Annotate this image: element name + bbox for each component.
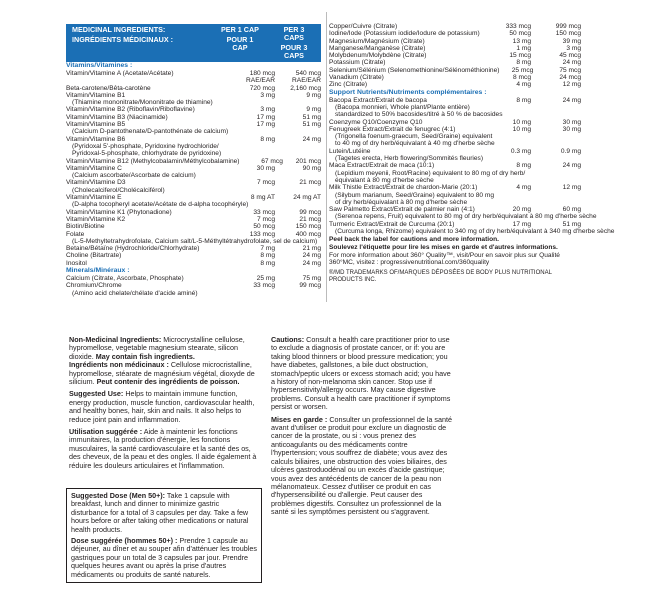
ingredient-name: Inositol xyxy=(66,259,87,267)
ingredient-subline: (Pyridoxal 5'-phosphate, Pyridoxine hydrochloride/ xyxy=(72,142,219,150)
peel-note-fr: Soulevez l'étiquette pour lire les mises en garde et d'autres informations. xyxy=(329,243,558,251)
suggested-dose-en xyxy=(71,492,257,534)
ingredient-name: Beta-carotene/Bêta-carotène xyxy=(66,84,151,92)
per-3-caps-value: 30 mg xyxy=(562,125,581,133)
per-3-caps-value: 201 mcg xyxy=(295,157,321,165)
per-1-cap-value: 8 mg xyxy=(260,135,275,143)
ingredient-name: Vitamin/Vitamine C xyxy=(66,164,122,172)
ingredient-name: Selenium/Sélénium (Selenomethionine/Sélénométhionine) xyxy=(329,66,500,74)
per-3-caps-value: 3 mg xyxy=(566,44,581,52)
ingredient-subline: (L-5-Methyltetrahydrofolate, Calcium salt/L-5-Méthyltétrahydrofolate, sel de calcium) xyxy=(72,237,318,245)
caution-label-fr: Mises en garde : xyxy=(271,414,328,424)
ingredient-subline: to 40 mg of dry herb/équivalant à 40 mg d'herbe sèche xyxy=(335,140,495,148)
per-1-cap-value: 0.3 mg xyxy=(510,147,531,155)
ingredient-row xyxy=(329,119,581,126)
ingredient-row xyxy=(66,85,321,92)
per-3-caps-value: 51 mg xyxy=(562,220,581,228)
per-3-caps-value: 24 mg AT xyxy=(293,194,321,202)
non-med-label-fr: Ingrédients non médicinaux : xyxy=(69,360,169,370)
ingredient-name: Copper/Cuivre (Citrate) xyxy=(329,23,398,30)
per-1-cap-value: 25 mg xyxy=(256,275,275,283)
ingredient-name: Milk Thistle Extract/Extrait de chardon-Marie (20:1) xyxy=(329,184,478,192)
per-1-cap-value: 7 mcg xyxy=(257,179,275,187)
ingredient-row xyxy=(329,206,581,213)
support-list xyxy=(329,96,615,236)
ingredient-row xyxy=(66,165,321,172)
per-1-cap-value: 50 mcg xyxy=(509,30,531,38)
ingredient-name xyxy=(66,77,221,84)
ingredient-row xyxy=(66,92,321,99)
ingredient-row xyxy=(329,81,581,88)
ingredient-row xyxy=(329,52,581,59)
per-3-caps-value: 24 mcg xyxy=(559,74,581,82)
ingredient-subline: standardized to 50% bacosides/titré à 50 % de bacosides xyxy=(335,111,503,119)
ingredient-subline: (Cholecalciferol/Cholécalciférol) xyxy=(72,186,165,194)
per-3-caps-value: 24 mg xyxy=(302,252,321,260)
per-1-cap-value: 10 mg xyxy=(512,125,531,133)
ingredient-name: Choline (Bitartrate) xyxy=(66,252,122,260)
ingredient-name: Betaine/Bétaïne (Hydrochloride/Chlorhydrate) xyxy=(66,245,200,253)
per-3-caps-value: 51 mg xyxy=(302,113,321,121)
per-1-cap-value: 720 mcg xyxy=(249,84,275,92)
ingredient-name: Maca Extract/Extrait de maca (10:1) xyxy=(329,162,435,170)
ingredient-subline: (Lepidium meyenii, Root/Racine) equivalent to 80 mg of dry herb/ xyxy=(335,169,526,177)
ingredient-row xyxy=(329,74,581,81)
ingredient-name: Iodine/Iode (Potassium iodide/Iodure de potassium) xyxy=(329,30,480,38)
per-1-cap-value: 180 mcg xyxy=(249,70,275,77)
per-3-caps-value: 24 mg xyxy=(562,162,581,170)
per-3-caps-value: 24 mg xyxy=(562,96,581,104)
ingredient-row xyxy=(66,282,321,289)
ingredient-row xyxy=(329,162,581,169)
ingredient-name: Potassium (Citrate) xyxy=(329,59,386,67)
ingredient-name: Vitamin/Vitamine K2 xyxy=(66,215,126,223)
ingredient-name: Vitamin/Vitamine B5 xyxy=(66,121,126,129)
per-1-cap-value: 4 mg xyxy=(516,81,531,89)
ingredient-subline: (Bacopa monnieri, Whole plant/Plante entière) xyxy=(335,103,470,111)
ingredient-subline: (Amino acid chelate/chélate d'acide aminé) xyxy=(72,289,198,297)
header-col3: PER 3 CAPS xyxy=(283,25,305,42)
ingredient-subline: (D-alpha tocopheryl acetate/Acétate de d-alpha tocophéryle) xyxy=(72,201,249,209)
per-3-caps-value: 24 mg xyxy=(302,135,321,143)
ingredient-subline: équivalant à 80 mg d'herbe sèche xyxy=(335,176,434,184)
ingredient-row xyxy=(66,158,321,165)
ingredient-row xyxy=(329,59,581,66)
peel-note: Peel back the label for cautions and more information. xyxy=(329,236,500,244)
per-1-cap-value: 33 mcg xyxy=(253,282,275,290)
ingredient-row xyxy=(66,106,321,113)
per-3-caps-value: 45 mcg xyxy=(559,52,581,60)
ingredient-subline: (Silybum marianum, Seed/Graine) equivalent to 80 mg xyxy=(335,191,495,199)
per-3-caps-value: 21 mcg xyxy=(299,215,321,223)
header-col2: PER 1 CAP xyxy=(221,25,259,34)
ingredient-name: Magnesium/Magnésium (Citrate) xyxy=(329,37,425,45)
header-col3-fr: POUR 3 CAPS xyxy=(280,43,308,60)
per-1-cap-value: 3 mg xyxy=(260,91,275,99)
per-1-cap-value: 7 mcg xyxy=(257,215,275,223)
ingredient-name: Molybdenum/Molybdène (Citrate) xyxy=(329,52,427,60)
ingredient-name: Vitamin/Vitamine B12 (Methylcobalamin/Méthylcobalamine) xyxy=(66,157,240,165)
per-3-caps-value: 24 mg xyxy=(302,259,321,267)
ingredient-row xyxy=(66,245,321,252)
ingredient-row xyxy=(329,67,581,74)
per-1-cap-value: 15 mcg xyxy=(509,52,531,60)
per-3-caps-value: 75 mg xyxy=(302,275,321,283)
ingredient-row xyxy=(329,221,581,228)
ingredient-row xyxy=(66,231,321,238)
caution-label: Cautions: xyxy=(271,335,305,344)
ingredient-row xyxy=(329,30,581,37)
ingredient-row xyxy=(66,209,321,216)
ingredient-row xyxy=(329,23,581,30)
ingredient-subline: (Calcium ascorbate/Ascorbate de calcium) xyxy=(72,172,196,180)
minerals-list-continued xyxy=(329,23,581,89)
ingredient-row xyxy=(329,184,581,191)
per-3-caps-value: 12 mg xyxy=(562,184,581,192)
ingredient-row xyxy=(66,252,321,259)
per-1-cap-value: 8 mg xyxy=(260,259,275,267)
ingredient-row xyxy=(329,148,581,155)
ingredient-name: Vitamin/Vitamine B1 xyxy=(66,91,126,99)
ingredient-name: Vitamin/Vitamine B3 (Niacinamide) xyxy=(66,113,168,121)
per-3-caps-value: RAE/EAR xyxy=(292,77,321,85)
per-3-caps-value: 9 mg xyxy=(306,91,321,99)
per-1-cap-value: 4 mg xyxy=(516,184,531,192)
ingredient-name: Manganese/Manganèse (Citrate) xyxy=(329,44,426,52)
ingredient-row xyxy=(329,126,581,133)
ingredient-row xyxy=(66,194,321,201)
ingredient-subline: (Tagetes erecta, Herb flowering/Sommités fleuries) xyxy=(335,155,484,163)
per-1-cap-value: 1 mg xyxy=(516,44,531,52)
dose-label: Suggested Dose (Men 50+): xyxy=(71,491,166,500)
ingredient-name: Vitamin/Vitamine B2 (Riboflavin/Riboflavine) xyxy=(66,106,195,114)
per-3-caps-value: 75 mcg xyxy=(559,66,581,74)
ingredient-row xyxy=(66,77,321,84)
header-col1-fr: INGRÉDIENTS MÉDICINAUX : xyxy=(72,35,174,44)
per-1-cap-value: 8 mg AT xyxy=(250,194,275,202)
minerals-heading: Minerals/Minéraux : xyxy=(66,267,130,275)
ingredient-name: Coenzyme Q10/Coenzyme Q10 xyxy=(329,118,423,126)
ingredient-row xyxy=(66,260,321,267)
ingredient-name: Vitamin/Vitamine D3 xyxy=(66,179,126,187)
per-3-caps-value: 99 mcg xyxy=(299,282,321,290)
per-3-caps-value: 0.9 mg xyxy=(560,147,581,155)
suggested-dose-fr xyxy=(71,537,257,579)
ingredient-subline: Pyridoxal-5-phosphate, chlorhydrate de pyridoxine) xyxy=(72,150,222,158)
ingredient-row xyxy=(66,223,321,230)
per-1-cap-value: 17 mg xyxy=(512,220,531,228)
per-3-caps-value: 12 mg xyxy=(562,81,581,89)
per-1-cap-value: 33 mcg xyxy=(253,208,275,216)
per-1-cap-value: RAE/EAR xyxy=(246,77,275,85)
per-3-caps-value: 21 mg xyxy=(302,245,321,253)
ingredient-row xyxy=(66,70,321,77)
trademark-note: ®/MD TRADEMARKS OF/MARQUES DÉPOSÉES DE BODY PLUS NUTRITIONAL PRODUCTS INC. xyxy=(329,269,552,284)
per-1-cap-value: 50 mcg xyxy=(253,223,275,231)
per-3-caps-value: 2,160 mcg xyxy=(290,84,321,92)
per-3-caps-value: 150 mcg xyxy=(555,30,581,38)
ingredient-name: Vitamin/Vitamine E xyxy=(66,194,122,202)
vitamins-heading: Vitamins/Vitamines : xyxy=(66,62,133,69)
support-heading: Support Nutrients/Nutriments complémentaires : xyxy=(329,88,487,96)
non-med-text-fr: Cellulose microcristalline, hypromellose, stéarate de magnésium végétal, dioxyde de silicium. xyxy=(69,360,255,387)
ingredient-row xyxy=(329,38,581,45)
ingredient-subline: (Curcuma longa, Rhizome) equivalent to 340 mg of dry herb/équivalant à 340 mg d'herbe sèche xyxy=(335,228,615,236)
non-med-warning-fr: Peut contenir des ingrédients de poisson. xyxy=(96,377,240,387)
per-3-caps-value: 60 mg xyxy=(562,206,581,214)
header-col2-fr: POUR 1 CAP xyxy=(226,35,254,52)
ingredients-header xyxy=(66,24,321,62)
ingredient-name: Vitamin/Vitamine A (Acetate/Acétate) xyxy=(66,70,174,77)
ingredient-subline: (Calcium D-pantothenate/D-pantothénate de calcium) xyxy=(72,128,229,136)
per-1-cap-value: 8 mcg xyxy=(513,74,531,82)
ingredient-row xyxy=(329,97,581,104)
dose-text: Take 1 capsule with breakfast, lunch and dinner to minimize gastric disturbance for a total of 3 capsules per day. Take a few hours before or after taking other medications or natural health products. xyxy=(71,491,249,534)
per-3-caps-value: 150 mcg xyxy=(295,223,321,231)
ingredient-name: Bacopa Extract/Extrait de bacopa xyxy=(329,96,427,104)
per-1-cap-value: 25 mcg xyxy=(511,66,534,74)
cautions-section xyxy=(271,336,453,517)
ingredient-row xyxy=(66,216,321,223)
ingredient-subline: (Thiamine mononitrate/Mononitrate de thiamine) xyxy=(72,99,213,107)
per-3-caps-value: 99 mcg xyxy=(299,208,321,216)
per-1-cap-value: 8 mg xyxy=(516,96,531,104)
ingredient-name: Biotin/Biotine xyxy=(66,223,105,231)
cautions-en xyxy=(271,336,453,412)
per-3-caps-value: 540 mcg xyxy=(295,70,321,77)
ingredient-row xyxy=(66,121,321,128)
ingredient-row xyxy=(66,179,321,186)
ingredient-name: Vanadium (Citrate) xyxy=(329,74,384,82)
per-3-caps-value: 999 mcg xyxy=(555,23,581,30)
peel-notes xyxy=(329,236,581,285)
non-med-label: Non-Medicinal Ingredients: xyxy=(69,335,162,344)
ingredient-subline: (Trigonella foenum-graecum, Seed/Graine) equivalent xyxy=(335,133,493,141)
dose-text-fr: Prendre 1 capsule au déjeuner, au dîner et au souper afin d'atténuer les troubles gastriques pour un total de 3 capsules par jour. Prendre quelques heures avant ou après la prise d'autres médicaments ou produits de santé naturels. xyxy=(71,536,257,579)
caution-text-fr: Consulter un professionnel de la santé avant d'utiliser ce produit pour exclure un diagnostic de cancer de la prostate, ou si : vous prenez des anticoagulants ou des médicaments contre l'hypertension; vous souffrez de diabète; vous avez des calculs biliaires, une obstruction des voies biliaires, des ulcères gastroduodénal ou un excès d'acide gastrique; vous avez des antécédents de cancer de la peau non mélanomateux. Cessez d'utiliser ce produit en cas d'hypersensibilité ou d'allergie. Peut causer des problèmes digestifs. Consultez un professionnel de la santé si les symptômes persistent ou s'aggravent. xyxy=(271,414,452,517)
ingredient-subline: (Serenoa repens, Fruit) equivalent to 80 mg of dry herb/équivalant à 80 mg d'herbe sèche xyxy=(335,213,597,221)
per-1-cap-value: 17 mg xyxy=(256,113,275,121)
medicinal-ingredients-panel xyxy=(66,24,321,297)
ingredient-name: Vitamin/Vitamine K1 (Phytonadione) xyxy=(66,208,172,216)
per-3-caps-value: 90 mg xyxy=(302,164,321,172)
use-label: Suggested Use: xyxy=(69,389,124,399)
caution-text: Consult a health care practitioner prior to use to exclude a diagnosis of prostate cancer, or if: you are taking blood thinners or blood pressure medication; you have diabetes, gallstones, a bile duct obstruction, stomach/peptic ulcers or excess stomach acid; you have a history of non-melanoma skin cancer. Stop use if hypersensitivity/allergy occurs. May cause digestive problems. Consult a health care practitioner if symptoms persist or worsen. xyxy=(271,335,451,412)
ingredient-name: Chromium/Chrome xyxy=(66,282,122,290)
per-1-cap-value: 3 mg xyxy=(260,106,275,114)
per-1-cap-value: 67 mcg xyxy=(261,157,283,165)
vitamins-list xyxy=(66,70,321,267)
per-3-caps-value: 21 mcg xyxy=(299,179,321,187)
per-1-cap-value: 8 mg xyxy=(516,59,531,67)
ingredient-subline: of dry herb/équivalant à 80 mg d'herbe sèche xyxy=(335,198,468,206)
per-1-cap-value: 13 mg xyxy=(512,37,531,45)
per-3-caps-value: 51 mg xyxy=(302,121,321,129)
minerals-support-panel xyxy=(329,23,615,285)
per-3-caps-value: 39 mg xyxy=(562,37,581,45)
suggested-use-en xyxy=(69,390,261,424)
per-1-cap-value: 8 mg xyxy=(260,252,275,260)
per-1-cap-value: 20 mg xyxy=(512,206,531,214)
cautions-fr xyxy=(271,416,453,517)
header-col1: MEDICINAL INGREDIENTS: xyxy=(72,25,166,34)
use-text-fr: Aide à maintenir les fonctions immunitaires, la production d'énergie, les fonctions musculaires, la santé cardiovasculaire et la santé des os, des cheveux, de la peau et des ongles. Il aide également à réduire les douleurs articulaires et l'inflammation. xyxy=(69,427,257,470)
ingredient-name: Lutein/Lutéine xyxy=(329,147,371,155)
ingredient-name: Vitamin/Vitamine B6 xyxy=(66,135,126,143)
per-1-cap-value: 10 mg xyxy=(512,118,531,126)
suggested-dose-box xyxy=(66,488,262,583)
ingredient-row xyxy=(66,275,321,282)
column-divider xyxy=(326,12,327,302)
non-medicinal-fr xyxy=(69,361,261,386)
per-3-caps-value: 9 mg xyxy=(306,106,321,114)
ingredient-name: Fenugreek Extract/Extrait de fenugrec (4:1) xyxy=(329,125,456,133)
quality-note: For more information about 360° Quality™, visit/Pour en savoir plus sur Qualité 360°MC, visitez : progressivenutritional.com/360quality xyxy=(329,251,560,267)
per-1-cap-value: 8 mg xyxy=(516,162,531,170)
ingredient-row xyxy=(329,45,581,52)
per-1-cap-value: 7 mg xyxy=(260,245,275,253)
ingredient-name: Zinc (Citrate) xyxy=(329,81,368,89)
non-med-warning: May contain fish ingredients. xyxy=(95,351,195,361)
ingredient-name: Folate xyxy=(66,230,85,238)
use-label-fr: Utilisation suggérée : xyxy=(69,427,143,437)
per-1-cap-value: 17 mg xyxy=(256,121,275,129)
use-text: Helps to maintain immune function, energy production, muscle function, cardiovascular health, and healthy bones, hair, skin and nails. It also helps to reduce joint pain and inflammation. xyxy=(69,389,255,424)
dose-label-fr: Dose suggérée (hommes 50+) : xyxy=(71,536,178,546)
non-medicinal-en xyxy=(69,336,261,361)
per-1-cap-value: 333 mcg xyxy=(505,23,531,30)
ingredient-name: Calcium (Citrate, Ascorbate, Phosphate) xyxy=(66,275,184,283)
usage-section xyxy=(69,336,261,470)
ingredient-row xyxy=(66,114,321,121)
per-3-caps-value: 400 mcg xyxy=(295,230,321,238)
ingredient-row xyxy=(66,136,321,143)
non-med-text: Microcrystalline cellulose, hypromellose, vegetable magnesium stearate, silicon dioxide. xyxy=(69,335,245,361)
per-3-caps-value: 30 mg xyxy=(562,118,581,126)
suggested-use-fr xyxy=(69,428,261,470)
ingredient-name: Saw Palmetto Extract/Extrait de palmier nain (4:1) xyxy=(329,206,475,214)
ingredient-name: Turmeric Extract/Extrait de Curcuma (20:1) xyxy=(329,220,455,228)
minerals-list xyxy=(66,275,321,297)
per-3-caps-value: 24 mg xyxy=(562,59,581,67)
per-1-cap-value: 133 mcg xyxy=(249,230,275,238)
per-1-cap-value: 30 mg xyxy=(256,164,275,172)
